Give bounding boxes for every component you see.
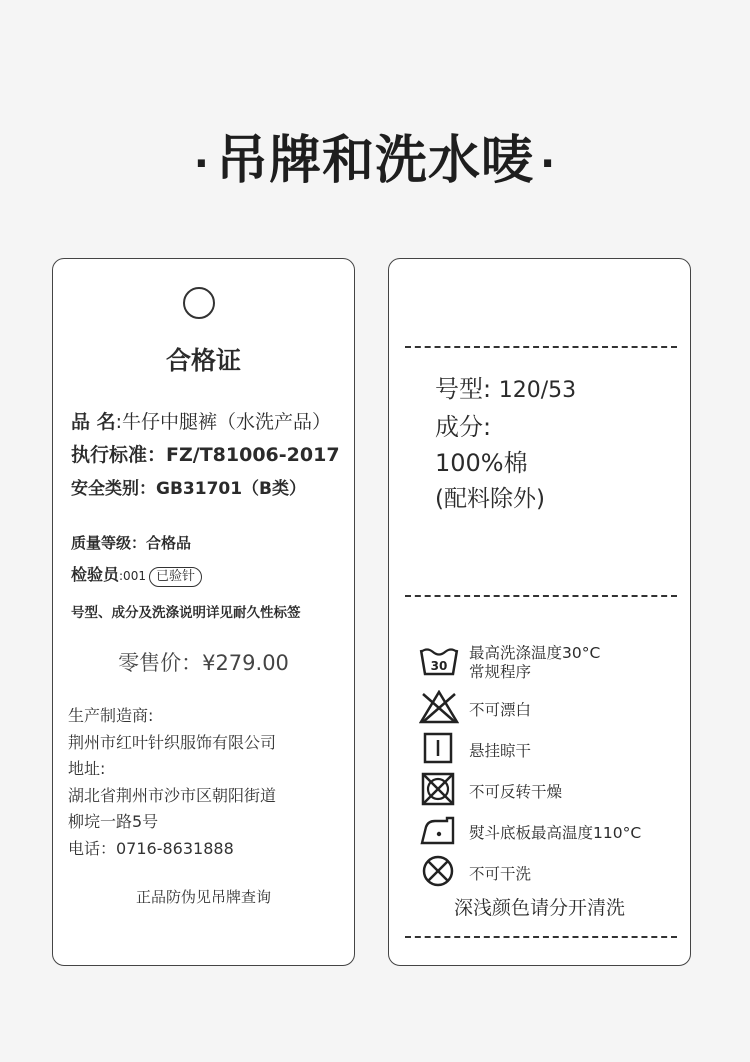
no-tumble-dry-icon [419, 772, 459, 806]
care-text: 悬挂晾干 [469, 742, 532, 760]
title-dot-right: · [540, 141, 557, 187]
care-instructions [419, 644, 689, 895]
grade-label: 质量等级 [71, 534, 132, 552]
product-name-label: 品 名 [71, 411, 116, 433]
address-line-1: 湖北省荆州市沙市区朝阳街道 [68, 785, 277, 805]
size-value: 120/53 [498, 378, 577, 403]
care-item-bleach [419, 690, 689, 731]
product-name-row [71, 407, 331, 434]
title-dot-left: · [193, 141, 210, 187]
durable-label-note: 号型、成分及洗涤说明详见耐久性标签 [71, 605, 301, 621]
line-dry-icon [419, 731, 459, 765]
standard-row [71, 440, 340, 467]
anti-fake-note: 正品防伪见吊牌查询 [135, 888, 271, 906]
composition-value: 100%棉 [435, 449, 528, 477]
wash-30-icon [419, 644, 459, 678]
address-line-2: 柳垸一路5号 [68, 812, 159, 831]
address-label: 地址: [68, 759, 106, 778]
safety-label: 安全类别 [71, 479, 139, 499]
inspected-stamp: 已验针 [149, 567, 202, 587]
safety-row [71, 474, 306, 499]
care-text: 常规程序 [469, 663, 532, 681]
size-label: 号型: [435, 375, 492, 403]
phone: 电话：0716-8631888 [68, 838, 234, 858]
standard-label: 执行标准 [71, 444, 148, 466]
care-item-tumble [419, 772, 689, 813]
care-item-wash [419, 644, 689, 690]
dashed-divider [405, 936, 677, 938]
grade-row [71, 532, 191, 553]
iron-icon [419, 813, 459, 847]
inspector-value: :001 [119, 569, 146, 583]
standard-value: ：FZ/T81006-2017 [147, 444, 340, 466]
color-separation-note: 深浅颜色请分开清洗 [453, 897, 625, 919]
care-text: 熨斗底板最高温度110°C [469, 824, 642, 842]
no-dry-clean-icon [419, 854, 459, 888]
grade-value: ：合格品 [131, 534, 192, 552]
safety-value: ：GB31701（B类） [139, 479, 307, 499]
manufacturer-block [68, 703, 276, 862]
care-item-iron [419, 813, 689, 854]
product-name-value: :牛仔中腿裤（水洗产品） [115, 411, 332, 433]
spec-block [435, 371, 576, 517]
hang-tag-card [52, 258, 355, 966]
dashed-divider [405, 346, 677, 348]
composition-note: (配料除外) [435, 486, 545, 512]
certificate-heading: 合格证 [165, 346, 241, 375]
care-item-dryclean [419, 854, 689, 895]
no-bleach-icon [419, 690, 459, 724]
care-text: 不可漂白 [469, 701, 532, 719]
dashed-divider [405, 595, 677, 597]
care-text: 不可干洗 [469, 865, 532, 883]
inspector-row [71, 562, 202, 587]
wash-label-card [388, 258, 691, 966]
svg-text:30: 30 [430, 659, 448, 673]
retail-price: 零售价：¥279.00 [118, 651, 289, 675]
care-text: 最高洗涤温度30°C [469, 644, 601, 662]
page-title [0, 118, 750, 193]
manufacturer-label: 生产制造商: [68, 706, 154, 725]
size-row [435, 371, 576, 409]
manufacturer-name: 荆州市红叶针织服饰有限公司 [68, 732, 277, 752]
inspector-label: 检验员 [71, 565, 120, 584]
composition-label: 成分: [435, 413, 492, 441]
care-text: 不可反转干燥 [469, 783, 563, 801]
care-item-dry [419, 731, 689, 772]
title-text: 吊牌和洗水唛 [215, 131, 534, 191]
hang-hole-icon [183, 287, 215, 319]
